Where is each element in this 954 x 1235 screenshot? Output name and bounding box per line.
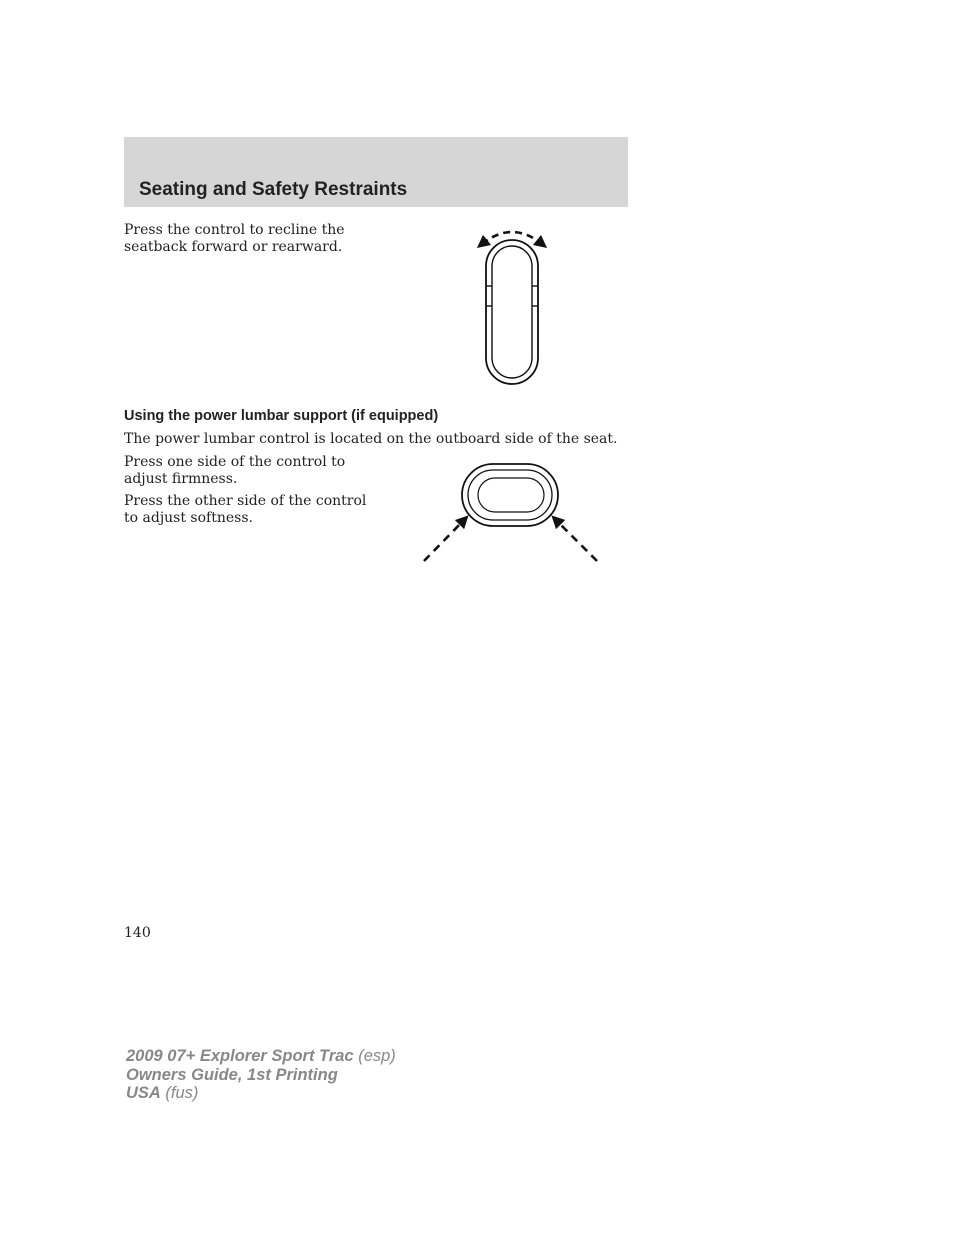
section-title: Seating and Safety Restraints bbox=[139, 179, 408, 200]
footer-line-market bbox=[126, 1084, 396, 1103]
recline-control-icon bbox=[470, 224, 554, 388]
section-header-band bbox=[124, 137, 628, 207]
footer-line-model bbox=[126, 1047, 396, 1066]
lumbar-softness-text: Press the other side of the control to adjust softness. bbox=[124, 493, 367, 526]
document-footer bbox=[126, 1047, 396, 1103]
recline-instruction: Press the control to recline the seatback forward or rearward. bbox=[124, 222, 345, 255]
footer-market-code: (fus) bbox=[160, 1084, 199, 1102]
lumbar-location-text: The power lumbar control is located on the outboard side of the seat. bbox=[124, 431, 618, 447]
footer-market: USA bbox=[126, 1084, 161, 1102]
page-number: 140 bbox=[124, 925, 151, 941]
lumbar-firmness-text: Press one side of the control to adjust firmness. bbox=[124, 454, 346, 487]
footer-printing: Owners Guide, 1st Printing bbox=[126, 1065, 338, 1084]
lumbar-heading: Using the power lumbar support (if equipped) bbox=[124, 408, 439, 424]
lumbar-control-icon bbox=[414, 460, 608, 566]
footer-model-code: (esp) bbox=[353, 1047, 396, 1065]
footer-model: 2009 07+ Explorer Sport Trac bbox=[126, 1047, 354, 1065]
